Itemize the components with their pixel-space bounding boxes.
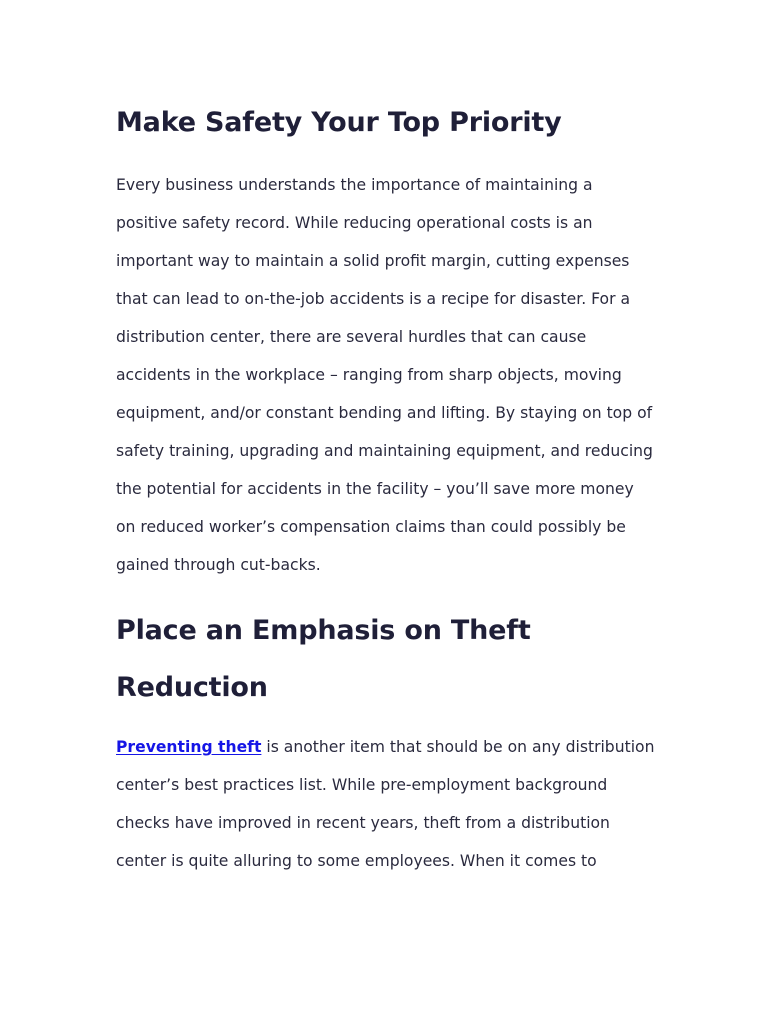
theft-paragraph <box>116 728 656 880</box>
article-body <box>116 92 656 880</box>
section-heading-theft: Place an Emphasis on Theft Reduction <box>116 615 531 703</box>
section-heading-safety: Make Safety Your Top Priority <box>116 107 562 138</box>
theft-paragraph-text: is another item that should be on any distribution center’s best practices list. While pre-employment background checks have improved in recent years, theft from a distribution center is quite alluring to some employees. When it comes to <box>116 738 655 870</box>
preventing-theft-link[interactable]: Preventing theft <box>116 738 262 756</box>
safety-paragraph: Every business understands the importance of maintaining a positive safety record. While reducing operational costs is an important way to maintain a solid profit margin, cutting expenses that can lead to on-the-job accidents is a recipe for disaster. For a distribution center, there are several hurdles that can cause accidents in the workplace – ranging from sharp objects, moving equipment, and/or constant bending and lifting. By staying on top of safety training, upgrading and maintaining equipment, and reducing the potential for accidents in the facility – you’ll save more money on reduced worker’s compensation claims than could possibly be gained through cut-backs. <box>116 176 653 574</box>
